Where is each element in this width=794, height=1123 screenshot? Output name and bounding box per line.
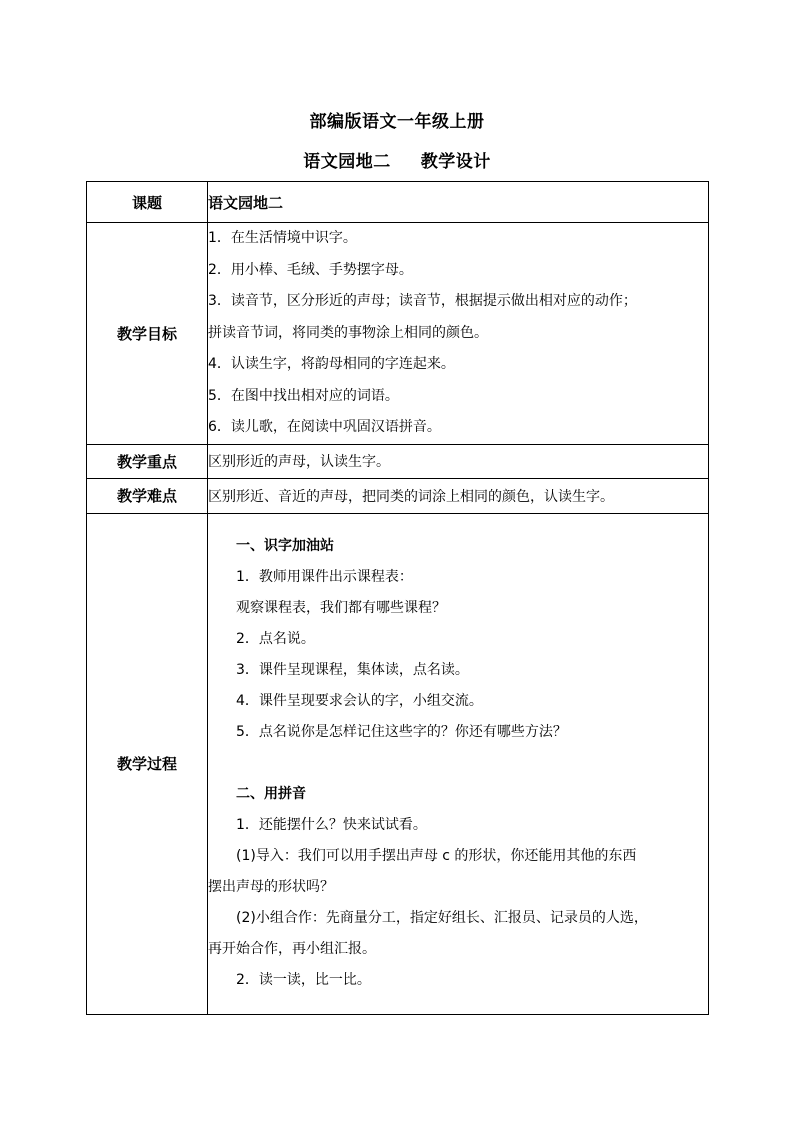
process-line: 摆出声母的形状吗？ [208, 879, 334, 895]
difficulties-value: 区别形近、音近的声母，把同类的词涂上相同的颜色，认读生字。 [208, 478, 709, 513]
document-title: 部编版语文一年级上册 [309, 112, 485, 132]
section-heading: 二、用拼音 [236, 786, 306, 802]
goal-line: 6．读儿歌，在阅读中巩固汉语拼音。 [208, 419, 441, 435]
process-line: 1．教师用课件出示课程表： [236, 569, 413, 585]
goal-line: 3．读音节，区分形近的声母；读音节，根据提示做出相对应的动作； [208, 293, 637, 309]
process-line: 5．点名说你是怎样记住这些字的？你还有哪些方法？ [236, 724, 567, 740]
difficulties-label: 教学难点 [87, 478, 208, 513]
key-points-value: 区别形近的声母，认读生字。 [208, 444, 709, 478]
goal-line: 5．在图中找出相对应的词语。 [208, 387, 399, 404]
subtitle-design: 教学设计 [420, 152, 491, 172]
topic-row [87, 182, 709, 223]
process-line: 1．还能摆什么？快来试试看。 [236, 817, 427, 833]
goal-line: 拼读音节词，将同类的事物涂上相同的颜色。 [208, 324, 488, 341]
process-content [208, 513, 709, 1014]
process-line: (2)小组合作：先商量分工，指定好组长、汇报员、记录员的人选， [236, 910, 648, 926]
process-line: 2．读一读，比一比。 [236, 972, 371, 988]
process-line: (1)导入：我们可以用手摆出声母 c 的形状，你还能用其他的东西 [236, 848, 637, 864]
process-line: 观察课程表，我们都有哪些课程？ [236, 600, 446, 616]
section-heading: 一、识字加油站 [236, 538, 334, 554]
goals-content [208, 223, 709, 445]
key-points-label: 教学重点 [87, 444, 208, 478]
goal-line: 2．用小棒、毛绒、手势摆字母。 [208, 261, 413, 278]
goal-line: 1．在生活情境中识字。 [208, 230, 357, 246]
process-line: 3．课件呈现课程，集体读，点名读。 [236, 662, 469, 678]
goals-row [87, 223, 709, 445]
process-line: 2．点名说。 [236, 631, 315, 647]
topic-label: 课题 [87, 182, 208, 223]
process-line: 再开始合作，再小组汇报。 [208, 941, 376, 957]
goal-line: 4．认读生字，将韵母相同的字连起来。 [208, 356, 455, 372]
process-row [87, 513, 709, 1014]
process-label: 教学过程 [87, 513, 208, 1014]
subtitle-lesson: 语文园地二 [303, 152, 391, 172]
difficulties-row [87, 478, 709, 513]
goals-label: 教学目标 [87, 223, 208, 445]
document-subtitle [0, 147, 794, 172]
process-line: 4．课件呈现要求会认的字，小组交流。 [236, 693, 483, 709]
lesson-plan-table [86, 181, 709, 1015]
topic-value: 语文园地二 [208, 182, 709, 223]
key-points-row [87, 444, 709, 478]
spacer [208, 748, 708, 779]
